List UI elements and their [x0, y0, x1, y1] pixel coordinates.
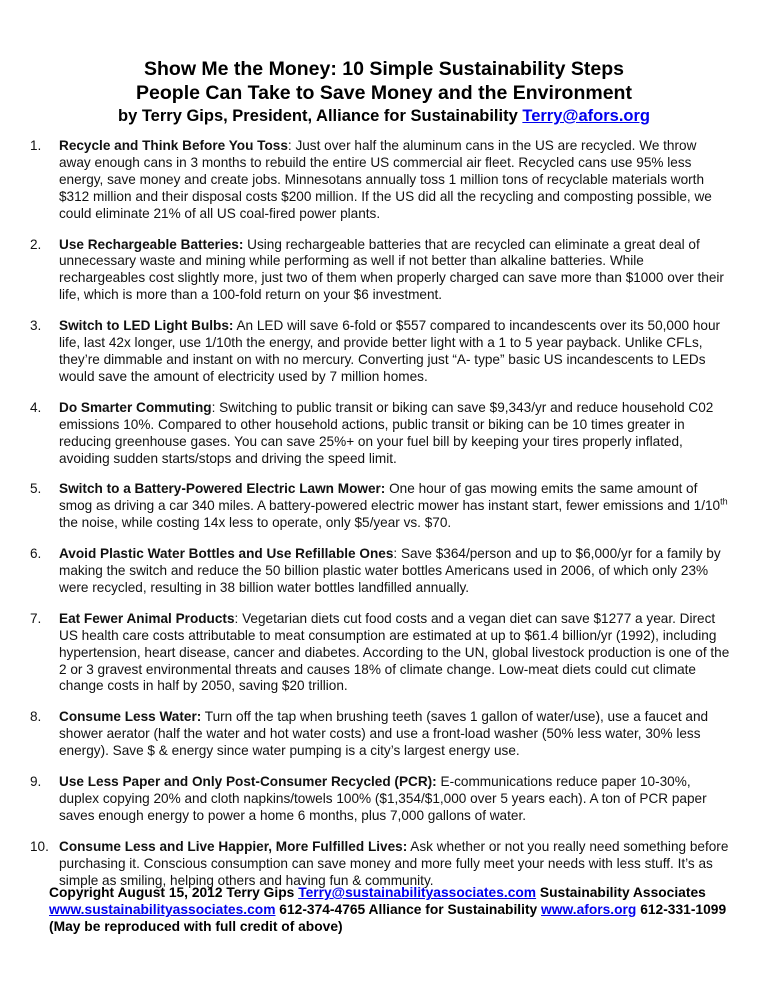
item-number: 5.	[30, 481, 42, 497]
item-number: 4.	[30, 399, 42, 415]
byline	[0, 106, 768, 126]
item-separator: :	[211, 399, 220, 415]
item-heading: Consume Less Water:	[59, 709, 202, 725]
item-heading: Do Smarter Commuting	[59, 399, 212, 415]
item-superscript: th	[720, 496, 728, 507]
item-heading: Consume Less and Live Happier, More Fulfilled Lives:	[59, 838, 408, 854]
steps-list	[30, 138, 730, 904]
item-body: An LED will save 6-fold or $557 compared to incandescents over its 50,000 hour life, last 42x longer, use 1/10th the energy, and provide better light with a 1 to 5 year payback. Unlike CFLs, they’re dimmable and instant on with no mercury. Converting just “A- type” basic US incandescents to LEDs would save the amount of electricity used by 7 million homes.	[59, 318, 721, 384]
item-number: 8.	[30, 709, 42, 725]
list-item	[30, 839, 730, 890]
item-number: 1.	[30, 138, 42, 153]
item-body: Save $364/person and up to $6,000/yr for a family by making the switch and reduce the 50 billion plastic water bottles Americans used in 2006, of which only 23% were recycled, resulting in 38 billion water bottles landfilled annually.	[59, 546, 721, 595]
item-number: 6.	[30, 546, 42, 562]
item-body: One hour of gas mowing emits the same amount of smog as driving a car 340 miles. A battery-powered electric mower has instant start, fewer emissions and 1/10	[59, 481, 721, 514]
item-heading: Switch to a Battery-Powered Electric Lawn Mower:	[59, 481, 386, 497]
footer-text-3: 612-374-4765 Alliance for Sustainability	[275, 902, 542, 917]
item-heading: Recycle and Think Before You Toss	[59, 138, 288, 153]
item-separator: :	[393, 546, 401, 562]
list-item	[30, 611, 730, 696]
item-body: Turn off the tap when brushing teeth (saves 1 gallon of water/use), use a faucet and shower aerator (half the water and hot water costs) and use a front-load washer (50% less water, 30% less energy). Save $ & energy since water pumping is a city’s largest energy use.	[59, 709, 709, 759]
byline-text: by Terry Gips, President, Alliance for Sustainability	[117, 107, 518, 125]
copyright-footer	[49, 884, 729, 935]
item-number: 9.	[30, 774, 42, 790]
title-line-2: People Can Take to Save Money and the Environment	[136, 82, 632, 104]
list-item	[30, 774, 730, 825]
list-item	[30, 709, 730, 760]
list-item	[30, 318, 730, 386]
item-body: Ask whether or not you really need something before purchasing it. Conscious consumption can save money and more fully meet your needs with less stuff. It’s as simple as smiling, helping others and having fun & community.	[59, 838, 729, 888]
footer-website-link-1[interactable]: www.sustainabilityassociates.com	[49, 902, 276, 917]
list-item	[30, 138, 730, 223]
item-heading: Eat Fewer Animal Products	[59, 610, 235, 626]
item-body-continued: the noise, while costing 14x less to operate, only $5/year vs. $70.	[59, 515, 452, 531]
item-number: 3.	[30, 318, 42, 334]
footer-website-link-2[interactable]: www.afors.org	[541, 902, 637, 917]
item-number: 10.	[30, 838, 49, 854]
byline-email-link[interactable]: Terry@afors.org	[522, 107, 651, 125]
list-item	[30, 237, 730, 305]
item-body: Just over half the aluminum cans in the US are recycled. We throw away enough cans in 3 months to rebuild the entire US commercial air fleet. Recycled cans use 95% less energy, save money and create jobs. Minnesotans annually toss 1 million tons of recyclable materials worth $312 million and their disposal costs $200 million. If the US did all the recycling and composting possible, we could eliminate 21% of all US coal-fired power plants.	[59, 138, 712, 221]
footer-email-link[interactable]: Terry@sustainabilityassociates.com	[298, 885, 537, 900]
item-heading: Avoid Plastic Water Bottles and Use Refillable Ones	[59, 546, 394, 562]
footer-text-2: Sustainability Associates	[536, 885, 706, 900]
item-number: 7.	[30, 610, 42, 626]
item-separator: :	[234, 610, 243, 626]
item-body: Using rechargeable batteries that are recycled can eliminate a great deal of unnecessary waste and mining while performing as well if not better than alkaline batteries. While rechargeables cost slightly more, just two of them when properly charged can save more than $1000 over their life, which is more than a 100-fold return on your $6 investment.	[59, 236, 724, 303]
item-heading: Use Less Paper and Only Post-Consumer Recycled (PCR):	[59, 774, 437, 790]
item-heading: Use Rechargeable Batteries:	[59, 236, 244, 252]
list-item	[30, 546, 730, 597]
item-separator: :	[287, 138, 296, 153]
document-title	[0, 57, 768, 105]
footer-text-4: 612-331-1099 (May be reproduced with full credit of above)	[49, 902, 727, 934]
item-heading: Switch to LED Light Bulbs:	[59, 318, 234, 334]
item-body: Vegetarian diets cut food costs and a vegan diet can save $1277 a year. Direct US health care costs attributable to meat consumption are estimated at up to $61.4 billion/yr (1992), including hypertension, heart disease, cancer and diabetes. According to the UN, global livestock production is one of the 2 or 3 gravest environmental threats and causes 18% of climate change. Low-meat diets could cut climate change costs in half by 2050, saving $20 trillion.	[59, 610, 730, 694]
list-item	[30, 481, 730, 532]
item-body: E-communications reduce paper 10-30%, duplex copying 20% and cloth napkins/towels 100% ($1,354/$1,000 over 5 years each). A ton of PCR paper saves enough energy to power a home 6 months, plus 7,000 gallons of water.	[59, 774, 707, 823]
title-line-1: Show Me the Money: 10 Simple Sustainability Steps	[143, 58, 625, 80]
footer-text-1: Copyright August 15, 2012 Terry Gips	[49, 885, 299, 900]
list-item	[30, 400, 730, 468]
item-body: Switching to public transit or biking can save $9,343/yr and reduce household C02 emissions 10%. Compared to other household actions, public transit or biking can be 10 times greater in reducing greenhouse gases. You can save 25%+ on your fuel bill by keeping your tires properly inflated, avoiding sudden starts/stops and driving the speed limit.	[59, 399, 714, 466]
item-number: 2.	[30, 236, 42, 252]
